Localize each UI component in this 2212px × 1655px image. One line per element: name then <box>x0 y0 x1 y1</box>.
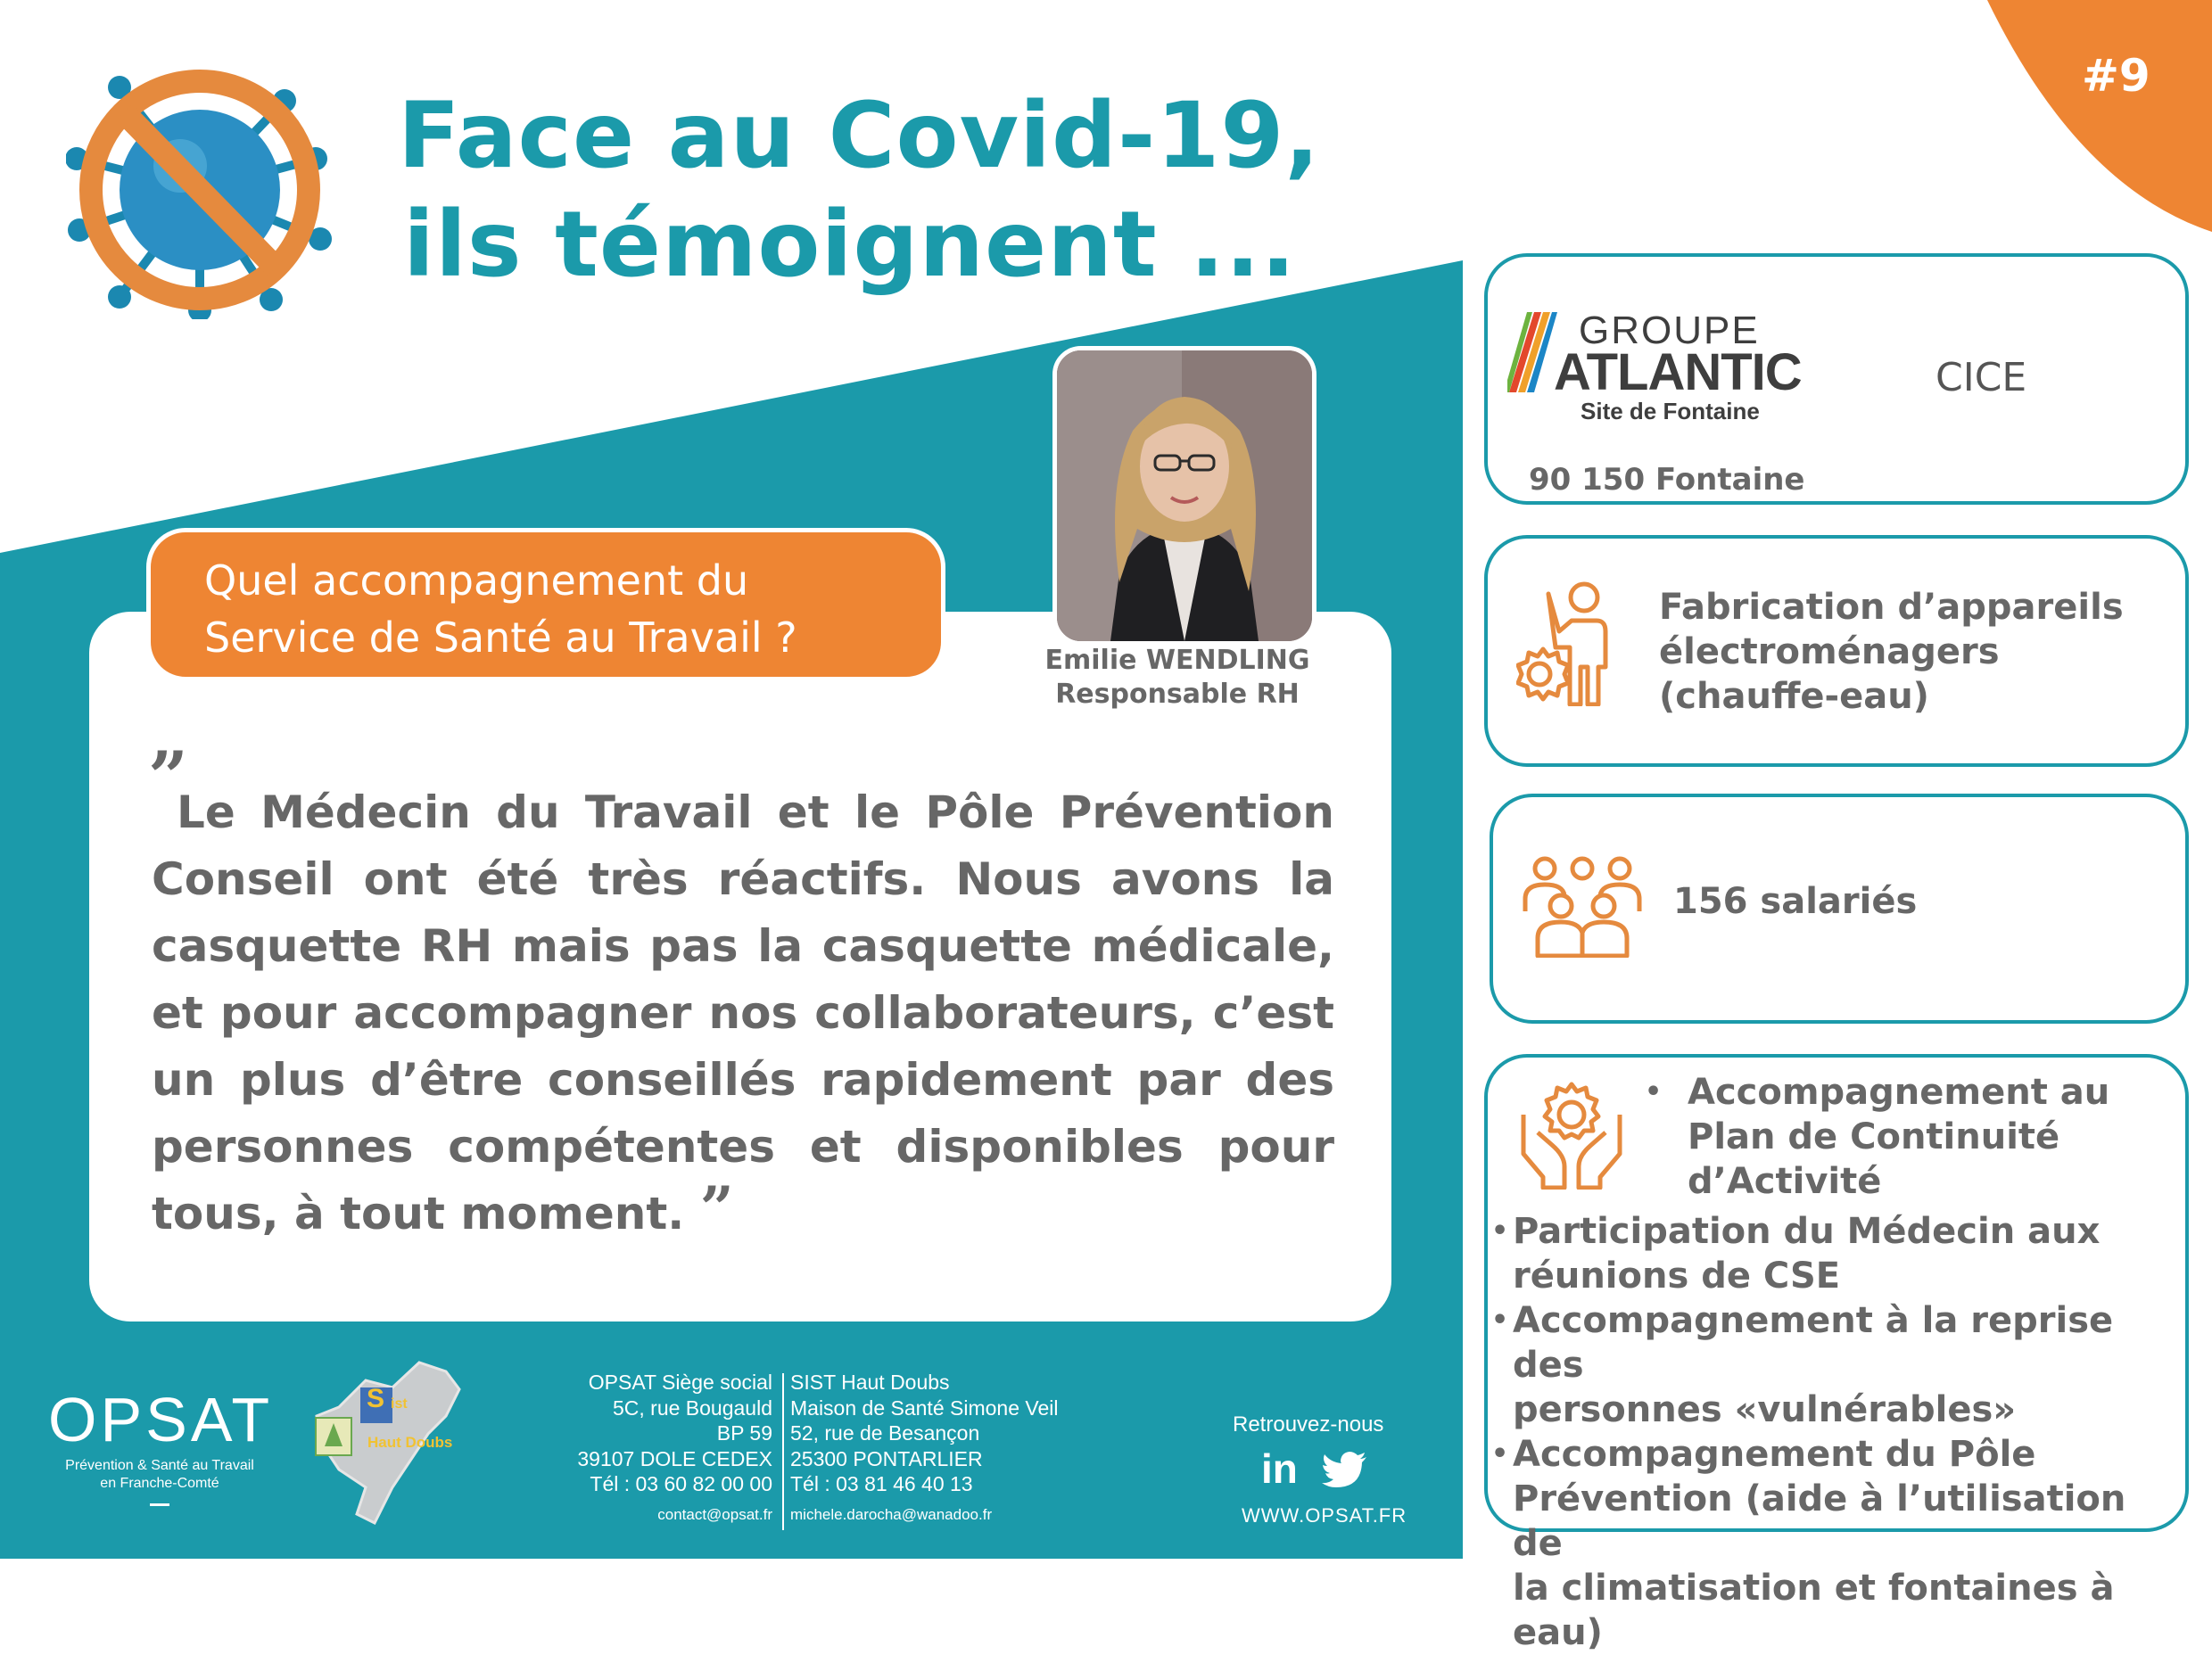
support-top-bullet <box>1645 1070 2109 1204</box>
quote-body: Le Médecin du Travail et le Pôle Prévention Conseil ont été très réactifs. Nous avons la casquette RH mais pas la casquette médicale, et pour accompagner nos collaborateurs, c’est un plus d’être conseillés rapidement par des personnes compétentes et disponibles pour tous, à tout moment. <box>152 786 1334 1239</box>
footer-divider <box>782 1373 784 1530</box>
sist-address-line: SIST Haut Doubs <box>790 1371 950 1394</box>
social-label: Retrouvez-nous <box>1233 1412 1384 1437</box>
linkedin-icon[interactable]: in <box>1261 1445 1298 1492</box>
person-caption <box>999 644 1356 712</box>
bullet-dot: • <box>1645 1076 1663 1107</box>
website-link[interactable]: WWW.OPSAT.FR <box>1242 1504 1407 1527</box>
support-item-3-line1: Accompagnement du Pôle <box>1513 1434 2036 1475</box>
company-extra: CICE <box>1936 355 2027 400</box>
opsat-tagline2: en Franche-Comté <box>100 1476 219 1491</box>
page-title-line1: Face au Covid-19, <box>398 83 1321 189</box>
opsat-address-line: 39107 DOLE CEDEX <box>577 1446 772 1470</box>
opsat-tagline1: Prévention & Santé au Travail <box>65 1458 254 1473</box>
orange-corner <box>1987 0 2212 232</box>
sist-address <box>790 1370 1058 1527</box>
sist-logo-ist: ist <box>391 1396 408 1412</box>
sist-address-line: Maison de Santé Simone Veil <box>790 1396 1059 1420</box>
atlantic-logo-line3: Site de Fontaine <box>1581 398 1760 424</box>
sist-logo-name: Haut Doubs <box>367 1434 453 1451</box>
support-item-3-line2: Prévention (aide à l’utilisation de <box>1513 1478 2126 1564</box>
support-item <box>1491 1298 2185 1432</box>
atlantic-logo-line2: ATLANTIC <box>1554 343 1802 401</box>
question-line2: Service de Santé au Travail ? <box>204 613 797 662</box>
opsat-email[interactable]: contact@opsat.fr <box>657 1505 772 1523</box>
activity-line1: Fabrication d’appareils <box>1659 587 2124 628</box>
activity-text <box>1659 585 2124 719</box>
opsat-logo <box>48 1382 274 1506</box>
sist-address-line: 25300 PONTARLIER <box>790 1446 983 1470</box>
twitter-icon[interactable] <box>1322 1452 1368 1489</box>
quote-text <box>152 779 1334 1247</box>
atlantic-logo-stripes <box>1507 312 1557 392</box>
support-item-1-line2: réunions de CSE <box>1513 1256 1841 1297</box>
support-item <box>1491 1432 2185 1655</box>
quote-open-mark: ” <box>148 737 188 818</box>
opsat-underline <box>150 1503 169 1506</box>
virus-prohibited-icon <box>66 61 334 319</box>
activity-line3: (chauffe-eau) <box>1659 676 1929 717</box>
support-item-2-line1: Accompagnement à la reprise des <box>1513 1300 2114 1386</box>
bullet-dot: • <box>1491 1438 1509 1470</box>
opsat-phone: Tél : 03 60 82 00 00 <box>590 1472 772 1495</box>
bullet-dot: • <box>1491 1215 1509 1247</box>
support-top-line1: Accompagnement au <box>1688 1072 2110 1113</box>
sist-email[interactable]: michele.darocha@wanadoo.fr <box>790 1505 993 1523</box>
staff-label: 156 salariés <box>1673 881 1918 922</box>
atlantic-logo-line1: GROUPE <box>1579 309 1760 352</box>
support-item-2-line2: personnes «vulnérables» <box>1513 1389 2017 1430</box>
question-header <box>146 528 945 681</box>
support-item-3-line3: la climatisation et fontaines à eau) <box>1513 1568 2115 1653</box>
opsat-logo-text: OPSAT <box>48 1385 274 1454</box>
portrait-image <box>1057 350 1312 641</box>
opsat-address <box>544 1370 772 1527</box>
sist-logo-s: S <box>367 1384 385 1413</box>
sist-address-line: 52, rue de Besançon <box>790 1421 980 1445</box>
person-photo <box>1052 346 1316 646</box>
sist-phone: Tél : 03 81 46 40 13 <box>790 1472 973 1495</box>
support-item-1-line1: Participation du Médecin aux <box>1513 1211 2101 1252</box>
support-item <box>1491 1209 2185 1298</box>
hands-gear-icon <box>1516 1079 1627 1190</box>
support-top-line2: Plan de Continuité <box>1688 1116 2060 1157</box>
opsat-address-line: 5C, rue Bougauld <box>612 1396 772 1420</box>
bullet-dot: • <box>1491 1305 1509 1336</box>
opsat-address-line: OPSAT Siège social <box>588 1371 772 1394</box>
person-role: Responsable RH <box>1055 679 1300 710</box>
company-location: 90 150 Fontaine <box>1529 462 1805 498</box>
badge-number: #9 <box>2082 50 2150 102</box>
opsat-address-line: BP 59 <box>716 1421 772 1445</box>
quote-close-mark: ” <box>699 1173 734 1243</box>
support-top-line3: d’Activité <box>1688 1161 1882 1202</box>
activity-line2: électroménagers <box>1659 631 2000 672</box>
person-name: Emilie WENDLING <box>1044 645 1310 676</box>
page-title-line2: ils témoignent ... <box>403 192 1297 298</box>
support-list <box>1491 1209 2185 1655</box>
worker-gear-icon <box>1516 578 1614 706</box>
question-line1: Quel accompagnement du <box>204 556 749 605</box>
group-people-icon <box>1520 856 1645 958</box>
